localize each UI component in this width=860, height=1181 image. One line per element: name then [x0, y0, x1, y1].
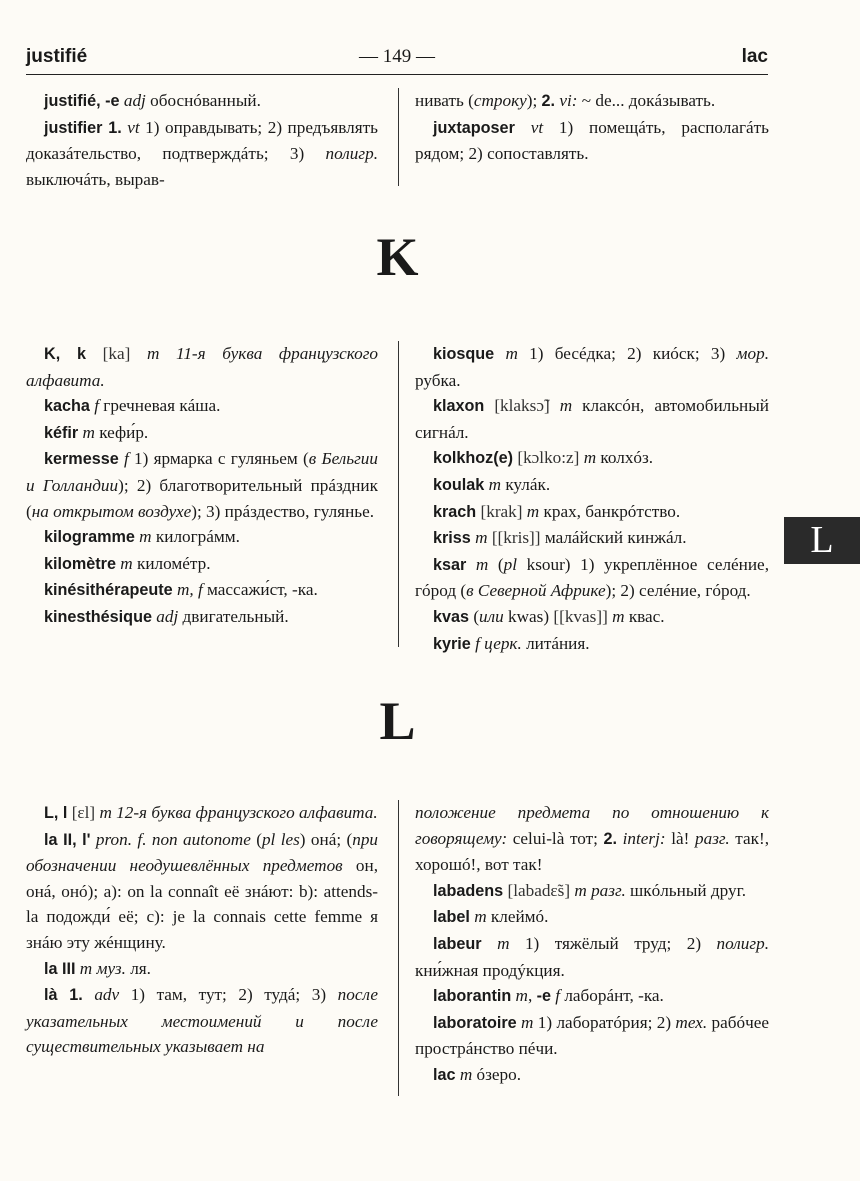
dictionary-entry: [26, 827, 378, 956]
definition-text: колхóз.: [596, 448, 654, 468]
pronunciation: [krak]: [476, 501, 527, 521]
dictionary-entry: [415, 499, 769, 526]
definition-text: рубка.: [415, 370, 461, 390]
dictionary-entry: [415, 931, 769, 983]
dictionary-entry: [415, 445, 769, 472]
definition-text: шкóльный друг.: [625, 880, 746, 900]
headword: L, l: [44, 804, 68, 822]
headword: 2.: [603, 829, 618, 848]
definition-text: celui-là тот;: [507, 828, 604, 848]
definition-text: [494, 344, 505, 363]
dictionary-entry: [415, 631, 769, 658]
definition-text: 1) оправдывать; 2) предъявлять доказáтельство, подтверждáть; 3): [26, 117, 379, 164]
headword: labeur: [433, 934, 482, 953]
dictionary-entry: [415, 393, 769, 445]
headword: kéfir: [44, 423, 79, 442]
grammar-note: или: [479, 606, 504, 626]
header-first-word: justifié: [26, 46, 88, 67]
definition-text: ); 2) селéние, гóрод.: [605, 581, 751, 601]
definition-text: нивать (: [415, 91, 474, 110]
grammar-note: f: [555, 986, 561, 1006]
definition-text: 1) тяжёлый труд; 2): [509, 933, 717, 953]
grammar-note: m: [515, 986, 528, 1006]
grammar-note: m: [474, 907, 487, 927]
grammar-note: pl les: [261, 829, 300, 849]
grammar-note: разг.: [695, 828, 730, 848]
definition-text: 1) ярмарка с гуляньем (: [128, 449, 309, 469]
headword: kilogramme: [44, 528, 135, 547]
definition-text: là!: [665, 828, 695, 848]
headword: lac: [433, 1065, 456, 1084]
definition-text: литáния.: [521, 633, 590, 653]
definition-text: ); 2) благотворительный прáздник (: [26, 475, 378, 521]
pronunciation: [ɛl]: [67, 803, 100, 822]
grammar-note: полигр.: [716, 933, 769, 953]
definition-text: выключáть, вырав-: [26, 169, 165, 189]
dictionary-entry: [26, 115, 378, 193]
grammar-note: положение предмета по отношению к говорящему:: [415, 803, 769, 848]
definition-text: кефи́р.: [94, 422, 149, 442]
definition-text: кулáк.: [501, 474, 551, 494]
grammar-note: m 11-я буква французского алфавита.: [26, 344, 378, 390]
section-j: [26, 88, 768, 196]
definition-text: (: [488, 554, 504, 574]
definition-text: клаксóн, автомобильный сигнáл.: [415, 396, 769, 442]
column-divider: [398, 341, 399, 647]
pronunciation: [[kvas]]: [553, 606, 613, 626]
headword: koulak: [433, 475, 485, 494]
section-l-right-column: [415, 800, 769, 1089]
grammar-note: m, f: [176, 580, 203, 600]
grammar-note: тех.: [675, 1012, 708, 1032]
headword: ksar: [433, 555, 467, 574]
header-last-word: lac: [741, 46, 768, 67]
grammar-note: f: [94, 396, 99, 416]
dictionary-entry: [415, 552, 769, 604]
grammar-note: m: [559, 396, 573, 416]
grammar-note: m: [475, 528, 488, 548]
grammar-note: m: [505, 344, 518, 363]
headword: -e: [536, 987, 551, 1006]
headword: kacha: [44, 397, 90, 416]
headword: klaxon: [433, 397, 485, 416]
grammar-note: m: [583, 448, 597, 468]
definition-text: крах, банкрóтство.: [539, 501, 681, 521]
grammar-note: m: [488, 474, 502, 494]
definition-text: ~ de... докáзывать.: [577, 91, 716, 110]
section-l-left-column: [26, 800, 378, 1060]
dictionary-entry: [415, 115, 769, 167]
definition-text: лаборáнт, -ка.: [560, 986, 664, 1006]
thumb-index-tab: L: [784, 517, 860, 564]
definition-text: [466, 555, 476, 574]
continued-entry: [415, 800, 769, 878]
definition-text: 1) бесéдка; 2) киóск; 3): [517, 344, 737, 363]
definition-text: ) онá; (: [299, 829, 353, 849]
headword: kiosque: [433, 345, 495, 363]
grammar-note: m: [521, 1012, 534, 1032]
grammar-note: vt: [530, 117, 544, 137]
grammar-note: в Северной Африке: [466, 581, 606, 601]
dictionary-entry: [26, 446, 378, 524]
grammar-note: после указательных местоимений и после существительных указывает на: [26, 985, 379, 1057]
definition-text: квас.: [624, 606, 665, 626]
headword: laboratoire: [433, 1013, 517, 1032]
grammar-note: строку: [473, 91, 527, 110]
headword: kermesse: [44, 450, 119, 469]
definition-text: 1) лаборатóрия; 2): [533, 1012, 676, 1032]
dictionary-entry: [26, 524, 378, 551]
section-l: [26, 800, 768, 1100]
grammar-note: vt: [127, 117, 140, 137]
headword: justifier 1.: [44, 118, 122, 137]
headword: kinésithérapeute: [44, 581, 173, 600]
section-j-left-column: [26, 88, 378, 192]
grammar-note: m муз.: [79, 958, 126, 978]
headword: justifié, -e: [44, 92, 120, 110]
section-k-left-column: [26, 341, 378, 631]
grammar-note: m: [526, 501, 540, 521]
definition-text: [83, 985, 95, 1004]
grammar-note: на открытом воздухе: [31, 501, 192, 521]
dictionary-entry: [415, 1062, 769, 1089]
pronunciation: [klaksɔ̃]: [484, 396, 560, 416]
headword: juxtaposer: [433, 118, 515, 137]
dictionary-entry: [26, 420, 378, 447]
definition-text: );: [526, 91, 542, 110]
dictionary-entry: [26, 341, 378, 393]
headword: kinesthésique: [44, 607, 152, 626]
section-k-right-column: [415, 341, 769, 657]
definition-text: рабóчее прострáнство пéчи.: [415, 1012, 769, 1059]
grammar-note: m: [497, 933, 510, 953]
grammar-note: m: [459, 1064, 473, 1084]
pronunciation: [labadɛ̃s]: [503, 880, 575, 900]
dictionary-entry: [26, 551, 378, 578]
grammar-note: m: [612, 606, 625, 626]
grammar-note: pl: [503, 554, 518, 574]
letter-heading-k: K: [376, 227, 419, 287]
grammar-note: m 12-я буква французского алфавита.: [99, 803, 378, 822]
definition-text: обоснóванный.: [145, 91, 261, 110]
definition-text: ksour) 1) укреплённое селéние, гóрод (: [415, 554, 769, 601]
grammar-note: m разг.: [574, 880, 626, 900]
grammar-note: f: [124, 449, 129, 469]
grammar-note: pron. f. non autonome: [95, 829, 251, 849]
pronunciation: [ka]: [86, 344, 147, 363]
page-header: [26, 42, 768, 75]
grammar-note: мор.: [736, 344, 770, 363]
definition-text: [482, 934, 497, 953]
dictionary-entry: [26, 800, 378, 827]
dictionary-entry: [415, 878, 769, 905]
definition-text: ); 3) прáздество, гулянье.: [191, 501, 375, 521]
headword: kyrie: [433, 634, 471, 653]
definition-text: киломéтр.: [132, 553, 211, 573]
headword: kolkhoz(e): [433, 449, 514, 468]
dictionary-entry: [415, 983, 769, 1010]
dictionary-entry: [26, 393, 378, 420]
definition-text: двигательный.: [178, 606, 289, 626]
section-j-right-column: [415, 88, 769, 167]
headword: label: [433, 908, 470, 927]
dictionary-entry: [415, 341, 769, 393]
grammar-note: m: [139, 527, 152, 547]
definition-text: ля.: [125, 958, 151, 978]
headword: kriss: [433, 529, 471, 548]
grammar-note: m: [82, 422, 95, 442]
definition-text: клеймó.: [486, 907, 549, 927]
definition-text: (: [469, 606, 480, 626]
grammar-note: в Бельгии и Голландии: [26, 449, 378, 495]
dictionary-entry: [26, 604, 378, 631]
dictionary-entry: [26, 88, 378, 115]
letter-heading-l: L: [379, 691, 416, 751]
column-divider: [398, 88, 399, 186]
grammar-note: adj: [123, 91, 146, 110]
headword: krach: [433, 502, 477, 521]
grammar-note: f церк.: [475, 633, 522, 653]
continued-entry: [415, 88, 769, 115]
definition-text: óзеро.: [472, 1064, 522, 1084]
headword: kvas: [433, 607, 470, 626]
dictionary-entry: [415, 472, 769, 499]
definition-text: 1) помещáть, располагáть рядом; 2) сопоставлять.: [415, 117, 770, 164]
definition-text: 1) там, тут; 2) тудá; 3): [119, 985, 338, 1005]
definition-text: ,: [527, 986, 537, 1006]
grammar-note: adv: [94, 985, 120, 1005]
grammar-note: полигр.: [325, 144, 378, 164]
grammar-note: m: [475, 554, 489, 574]
page-number: — 149 —: [359, 46, 435, 67]
headword: 2.: [541, 92, 556, 110]
dictionary-entry: [415, 904, 769, 931]
pronunciation: [[kris]]: [487, 528, 545, 548]
headword: labadens: [433, 881, 504, 900]
definition-text: гречневая кáша.: [98, 396, 221, 416]
dictionary-entry: [415, 604, 769, 631]
pronunciation: [kɔlko:z]: [513, 448, 584, 468]
dictionary-entry: [26, 956, 378, 983]
definition-text: малáйский кинжáл.: [544, 528, 687, 548]
dictionary-entry: [26, 982, 378, 1060]
grammar-note: interj:: [622, 828, 666, 848]
definition-text: килогрáмм.: [151, 527, 240, 547]
definition-text: (: [250, 829, 262, 849]
grammar-note: vi:: [559, 91, 578, 110]
headword: la III: [44, 959, 76, 978]
headword: là 1.: [44, 986, 83, 1005]
dictionary-entry: [26, 577, 378, 604]
dictionary-entry: [415, 525, 769, 552]
section-k: [26, 341, 768, 651]
grammar-note: adj: [156, 606, 179, 626]
definition-text: [515, 118, 531, 137]
definition-text: массажи́ст, -ка.: [202, 580, 318, 600]
definition-text: он, онá, онó); а): on la connaît её знáют: b): attends-la подожди́ её; с): je la connais cette femme я знáю эту жéнщину.: [26, 856, 378, 952]
definition-text: так!, хорошó!, вот так!: [415, 828, 770, 875]
grammar-note: при обозначении неодушевлённых предметов: [26, 829, 378, 876]
definition-text: kwas): [503, 606, 554, 626]
dictionary-entry: [415, 1010, 769, 1062]
column-divider: [398, 800, 399, 1096]
headword: kilomètre: [44, 554, 116, 573]
definition-text: кни́жная продýкция.: [415, 960, 565, 980]
headword: K, k: [44, 345, 87, 363]
headword: la II, l': [44, 830, 91, 849]
grammar-note: m: [120, 553, 133, 573]
headword: laborantin: [433, 987, 512, 1006]
